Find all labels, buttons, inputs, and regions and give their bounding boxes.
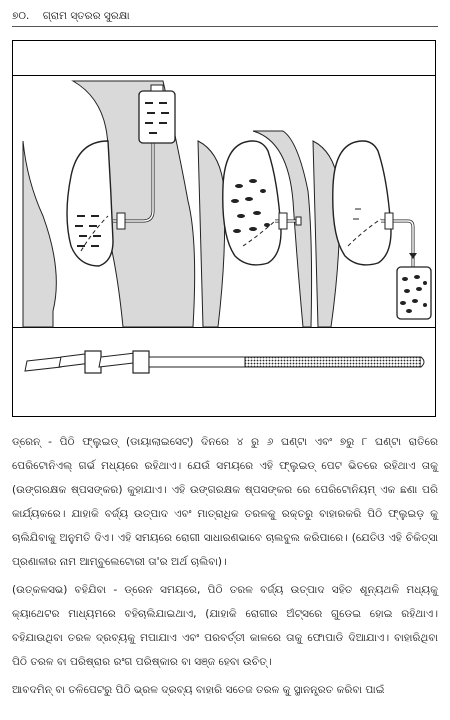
page-number: ୭୦. bbox=[12, 10, 30, 22]
dialysis-illustration bbox=[13, 41, 435, 416]
dialysis-figure bbox=[12, 40, 436, 417]
running-title: ଗ୍ରାମ ସ୍ତରର ସୁରକ୍ଷା bbox=[42, 10, 130, 22]
catheter-drawing bbox=[25, 351, 424, 373]
paragraph-outflow: (ଉତ୍କଳସଭ) ବହିଯିବା - ଡ୍ରେନ ସମୟରେ, ପିଠି ତରଳ ବର୍ଜ୍ୟ ଉତ୍ପାଦ ସହିତ ଶୂନ୍ୟଥଳି ମଧ୍ୟକୁ କ୍ୟାଥେଟର ମାଧ୍ୟମରେ ବହିଚାଲିଯାଇଥାଏ, (ଯାହାକି ରୋଗୀର ଅଁଟ୍‌ସରେ ଗୁଡେଇ ହୋଇ ରହିଥାଏ। ବହିଯାଉଥିବା ତରଳ ଦ୍ରବ୍ୟକୁ ମପାଯାଏ ଏବଂ ପରବର୍ତ୍ତୀ କାଳରେ ତାକୁ ଫୋପାଡି ଦିଆଯାଏ। ବାହାରିଥିବା ପିଠି ତରଳ ବା ପରିଷ୍ରାର ରଂଗ ପରିଷ୍କାର ବା ସଞ୍ଜ ହେବା ଉଚିତ୍। bbox=[12, 584, 438, 668]
panel-dwell bbox=[198, 131, 312, 327]
panel-infuse bbox=[23, 81, 195, 327]
panel-drain bbox=[313, 141, 431, 327]
running-header bbox=[12, 6, 438, 27]
drain-bag bbox=[397, 267, 431, 319]
paragraph-drain: ଡ୍ରେନ୍ - ପିଠି ଫ୍ଲୁଇଡ୍ (ଡାୟାଲାଇସେଟ୍) ଦିନରେ ୪ ରୁ ୬ ଘଣ୍ଟା ଏବଂ ୭ରୁ ୮ ଘଣ୍ଟା ରାତିରେ ପେରିଟୋନିଏଲ୍ ଗର୍ଭ ମଧ୍ୟରେ ରହିଥାଏ। ଯେଉଁ ସମୟରେ ଏହି ଫ୍ଲୁଇଡ୍ ପେଟ ଭିତରେ ରହିଥାଏ ତାକୁ (ଉଙ୍ଗରକ୍ଷକ ଷ୍ପସଙ୍କର) କୁହାଯାଏ। ଏହି ଉଙ୍ଗରକ୍ଷକ ଷ୍ପସଙ୍କର ରେ ପେରିଟୋନିୟମ୍ ଏକ ଛଣା ପରି କାର୍ଯ୍ୟକରେ। ଯାହାକି ବର୍ଜ୍ୟ ଉତ୍ପାଦ ଏବଂ ମାତ୍ରାଧିକ ତରଳକୁ ରକ୍ତରୁ ବାହାରକରି ପିଠି ଫ୍ଲୁଇଡ଼ କୁ ଚାଲିଯିବାକୁ ଅନୁମତି ଦିଏ। ଏହି ସମୟରେ ରୋଗୀ ସାଧାରଣଭାବେ ଚାଲବୁଲ କରିପାରେ। (ଯେତିଓ ଏହି ଚିକିତ୍ସା ପ୍ରଣାଳୀର ନାମ ଆମ୍ବୁଲେଟୋରୀ ତା'ର ଅର୍ଥ ଚାଲିବା)। bbox=[12, 436, 438, 568]
body-text bbox=[12, 430, 438, 706]
abdomen-cavity bbox=[67, 141, 113, 266]
paragraph-exchange: ଆବଦମିନ୍ ବା ତଳିପେଟରୁ ପିଠି ଭ୍ରଳ ଦ୍ରବ୍ୟ ବାହାରି ସତେଜ ତରଳ କୁ ସ୍ଥାନନ୍ତ୍ରତ କରିବା ପାଇଁ bbox=[12, 684, 385, 696]
dialysate-bag-full bbox=[139, 91, 175, 143]
